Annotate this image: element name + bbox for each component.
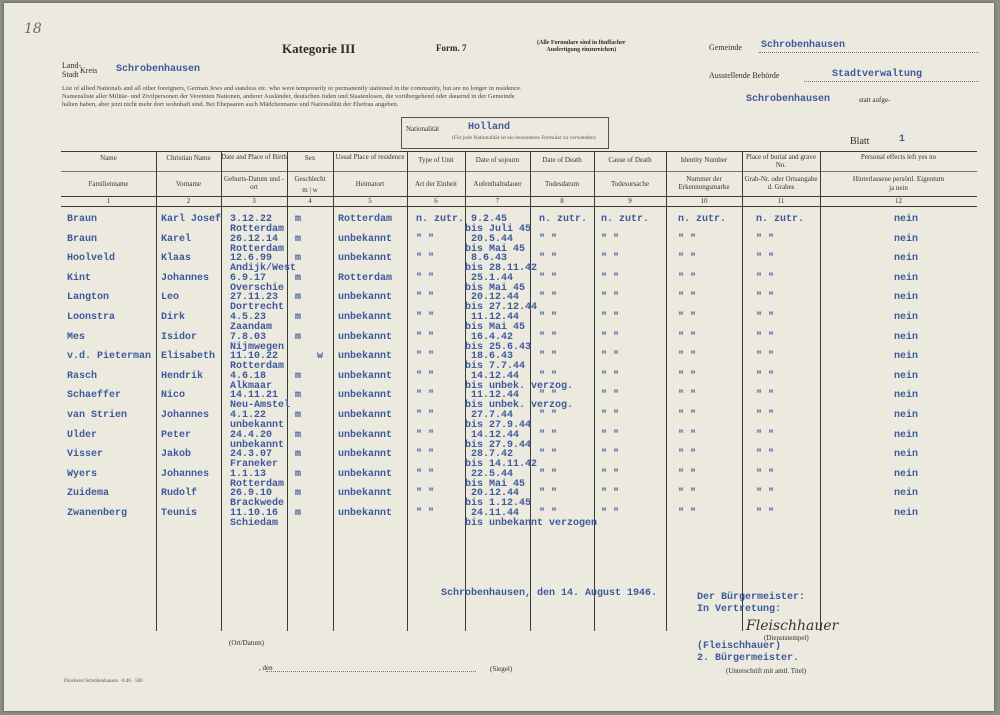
nationality-label: Nationalität xyxy=(406,125,440,133)
cell-residence: unbekannt xyxy=(338,312,393,323)
table-row xyxy=(4,488,994,508)
kreis-value: Schrobenhausen xyxy=(116,64,201,75)
cell-sex: m xyxy=(295,312,302,323)
cell-birth-place: Andijk/West xyxy=(230,263,297,275)
cell-effects: nein xyxy=(894,351,919,363)
cell-surname: Ulder xyxy=(67,429,98,441)
cell-surname: Braun xyxy=(67,233,98,245)
cell-surname: Mes xyxy=(67,331,86,343)
cell-death: " " xyxy=(539,292,558,304)
cell-sojourn-to: bis Mai 45 xyxy=(465,478,526,490)
cell-residence: unbekannt xyxy=(338,253,393,265)
cell-sex: m xyxy=(295,468,302,480)
table-row xyxy=(4,332,994,352)
cell-burial: " " xyxy=(756,312,775,323)
cell-sojourn: 22.5.44 xyxy=(471,468,514,480)
cell-birth-place: Zaandam xyxy=(230,322,273,333)
cell-birth-date: 6.9.17 xyxy=(230,272,267,284)
gemeinde-value: Schrobenhausen xyxy=(761,40,846,51)
stamp-label-right: (Dienststempel) xyxy=(764,634,809,642)
cell-id: " " xyxy=(678,390,697,402)
cell-birth-date: 27.11.23 xyxy=(230,292,279,304)
cell-birth-place: Franeker xyxy=(230,459,279,471)
place-caption: (Ort/Datum) xyxy=(229,639,264,647)
cell-residence: unbekannt xyxy=(338,390,393,402)
cell-sex: m xyxy=(295,410,302,421)
cell-residence: unbekannt xyxy=(338,351,393,363)
cell-sojourn-to: bis 7.7.44 xyxy=(465,361,526,373)
cell-unit: " " xyxy=(416,468,435,480)
cell-sojourn: 18.6.43 xyxy=(471,351,514,363)
cell-unit: " " xyxy=(416,390,435,402)
cell-burial: " " xyxy=(756,253,775,265)
cell-sex: m xyxy=(295,214,302,225)
cell-birth-place: unbekannt xyxy=(230,420,285,431)
cell-surname: Rasch xyxy=(67,370,98,382)
cell-effects: nein xyxy=(894,331,919,343)
authority-suffix: statt aufge- xyxy=(859,96,891,104)
cell-surname: Langton xyxy=(67,292,110,304)
cell-birth-date: 11.10.22 xyxy=(230,351,279,363)
cell-sojourn-to: bis 27.9.44 xyxy=(465,420,532,431)
cell-sojourn-to: bis unbek. verzog. xyxy=(465,400,574,412)
cell-sojourn: 9.2.45 xyxy=(471,214,508,225)
cell-cause: " " xyxy=(601,370,620,382)
cell-birth-place: Rotterdam xyxy=(230,243,285,255)
cell-burial: " " xyxy=(756,449,775,461)
cell-sex: m xyxy=(295,233,302,245)
table-row xyxy=(4,253,994,273)
cell-birth-date: 3.12.22 xyxy=(230,214,273,225)
cell-effects: nein xyxy=(894,429,919,441)
cell-burial: " " xyxy=(756,272,775,284)
cell-first: Leo xyxy=(161,292,180,304)
cell-unit: " " xyxy=(416,253,435,265)
cell-sojourn-to: bis unbek. verzog. xyxy=(465,380,574,392)
cell-first: Hendrik xyxy=(161,370,204,382)
cell-sojourn: 20.12.44 xyxy=(471,292,520,304)
cell-residence: unbekannt xyxy=(338,370,393,382)
cell-id: " " xyxy=(678,272,697,284)
table-row xyxy=(4,234,994,254)
cell-birth-date: 4.5.23 xyxy=(230,312,267,323)
cell-cause: " " xyxy=(601,488,620,500)
cell-sojourn-to: bis Mai 45 xyxy=(465,282,526,294)
cell-effects: nein xyxy=(894,370,919,382)
cell-burial: " " xyxy=(756,429,775,441)
cell-sojourn: 25.1.44 xyxy=(471,272,514,284)
table-row xyxy=(4,351,994,371)
authority-place: Schrobenhausen xyxy=(746,94,831,105)
cell-effects: nein xyxy=(894,468,919,480)
cell-unit: " " xyxy=(416,292,435,304)
cell-birth-date: 24.4.20 xyxy=(230,429,273,441)
cell-sojourn: 20.12.44 xyxy=(471,488,520,500)
table-row xyxy=(4,508,994,528)
form-number: Form. 7 xyxy=(436,43,467,53)
cell-death: " " xyxy=(539,253,558,265)
cell-birth-place: Rotterdam xyxy=(230,361,285,373)
cell-unit: " " xyxy=(416,233,435,245)
cell-burial: " " xyxy=(756,488,775,500)
cell-sojourn: 8.6.43 xyxy=(471,253,508,265)
cell-surname: Loonstra xyxy=(67,312,116,323)
cell-id: n. zutr. xyxy=(678,214,727,225)
cell-burial: " " xyxy=(756,233,775,245)
cell-residence: unbekannt xyxy=(338,449,393,461)
cell-burial: " " xyxy=(756,390,775,402)
table-row xyxy=(4,273,994,293)
cell-birth-date: 11.10.16 xyxy=(230,508,279,519)
cell-sojourn-to: bis Mai 45 xyxy=(465,322,526,333)
cell-sojourn: 14.12.44 xyxy=(471,370,520,382)
cell-first: Karel xyxy=(161,233,192,245)
table-row xyxy=(4,312,994,332)
cell-sojourn-to: bis 27.9.44 xyxy=(465,439,532,451)
cell-cause: " " xyxy=(601,351,620,363)
cell-sex: m xyxy=(295,508,302,519)
nationality-note: (Für jede Nationalität ist ein besonderes Formular zu verwenden) xyxy=(452,135,596,141)
cell-effects: nein xyxy=(894,488,919,500)
cell-unit: " " xyxy=(416,429,435,441)
cell-cause: " " xyxy=(601,449,620,461)
cell-death: " " xyxy=(539,429,558,441)
authority-label: Ausstellende Behörde xyxy=(709,71,780,80)
cell-id: " " xyxy=(678,429,697,441)
cell-birth-place: Rotterdam xyxy=(230,478,285,490)
table-row xyxy=(4,469,994,489)
cell-birth-place: Neu-Amstel xyxy=(230,400,291,412)
cell-effects: nein xyxy=(894,449,919,461)
cell-first: Isidor xyxy=(161,331,198,343)
cell-first: Teunis xyxy=(161,508,198,519)
cell-first: Dirk xyxy=(161,312,186,323)
cell-birth-date: 7.8.03 xyxy=(230,331,267,343)
cell-birth-place: unbekannt xyxy=(230,439,285,451)
cell-residence: Rotterdam xyxy=(338,272,393,284)
cell-residence: unbekannt xyxy=(338,488,393,500)
cell-birth-place: Schiedam xyxy=(230,518,279,529)
cell-first: Klaas xyxy=(161,253,192,265)
cell-birth-date: 4.1.22 xyxy=(230,410,267,421)
cell-sex: m xyxy=(295,488,302,500)
cell-burial: " " xyxy=(756,468,775,480)
cell-unit: " " xyxy=(416,508,435,519)
cell-birth-date: 4.6.18 xyxy=(230,370,267,382)
table-row xyxy=(4,371,994,391)
cell-surname: Kint xyxy=(67,272,92,284)
cell-death: " " xyxy=(539,331,558,343)
cell-surname: van Strien xyxy=(67,410,128,421)
cell-first: Peter xyxy=(161,429,192,441)
cell-id: " " xyxy=(678,233,697,245)
cell-surname: Wyers xyxy=(67,468,98,480)
cell-birth-place: Alkmaar xyxy=(230,380,273,392)
cell-residence: unbekannt xyxy=(338,292,393,304)
document-page: 18 Kategorie III Form. 7 (Alle Formulare sind in fünffacher Ausfertigung einzureichen) Gemeinde Schrobenhausen Land- Stadt Kreis Schrobenhausen Ausstellende Behörde Stadtverwaltung Schrobenhausen statt aufge- List of allied Nationals and all other foreigners, German Jews and stateless etc. who were temporarily or permanently stationed in the community, but are no longer in residence. Namensliste aller Militär- und Zivilpersonen der Vereinten Nationen, anderer Ausländer, deutschen Juden und Staatenlosen, die vorübergehend oder dauernd in der Gemeinde halten haben, aber jetzt nicht mehr dort wohnhaft sind. Bei Ehepaaren auch Mädchenname und Nationalität der Ehefrau angeben. Nationalität Holland (Für jede Nationalität ist ein besonderes Formular zu verwenden) Blatt 1 Name Familienname Christian Name Vorname Date and Place of Birth Geburts-Datum und -ort Sex Geschlecht m | w Usual Place of residence Heimatort Type of Unit Art der Einheit Date of sojourn Aufenthaltsdauer Date of Death Todesdatum Cause of Death Todesursache Identity Number Nummer der Erkennungsmarke Place of burial and grave No. Grab-Nr. oder Ortsangabe d. Grabes Personal effects left yes no Hinterlassene persönl. Eigentum ja nein 1 2 3 4 5 6 7 8 9 10 11 12 Braun Karl Josef 3.12.22 m Rotterdam n. zutr. 9.2.45 n. zutr. n. zutr. n. zutr. n. zutr. nein Rotterdam bis Juli 45 Braun Karel 26.12.14 m unbekannt " " 20.5.44 " " " " " " " " nein Rotterdam bis Mai 45 Hoolveld Klaas 12.6.99 m unbekannt " " 8.6.43 " " " " " " " " nein Andijk/West bis 28.11.42 Kint Johannes 6.9.17 m Rotterdam " " 25.1.44 " " " " " " " " nein Overschie bis Mai 45 Langton Leo 27.11.23 m unbekannt " " 20.12.44 " " " " " " " " nein Dortrecht bis 27.12.44 Loonstra Dirk 4.5.23 m unbekannt " " 11.12.44 " " " " " " " " nein Zaandam bis Mai 45 Mes Isidor 7.8.03 m unbekannt " " 16.4.42 " " " " " " " " nein Nijmwegen bis 25.6.43 v.d. Pieterman Elisabeth 11.10.22 w unbekannt " " 18.6.43 " " " " " " " " nein Rotterdam bis 7.7.44 Rasch Hendrik 4.6.18 m unbekannt " " 14.12.44 " " " " " " " " nein Alkmaar bis unbek. verzog. Schaeffer Nico 14.11.21 m unbekannt " " 11.12.44 " " " " " " " " nein Neu-Amstel bis unbek. verzog. van Strien Johannes 4.1.22 m unbekannt " " 27.7.44 " " " " " " " " nein unbekannt bis 27.9.44 Ulder Peter 24.4.20 m unbekannt " " 14.12.44 " " " " " " " " nein unbekannt bis 27.9.44 Visser Jakob 24.3.07 m unbekannt " " 28.7.42 " " " " " " " " nein Franeker bis 14.11.42 Wyers Johannes 1.1.13 m unbekannt " " 22.5.44 " " " " " " " " nein Rotterdam bis Mai 45 Zuidema Rudolf 26.9.10 m unbekannt " " 20.12.44 " " " " " " " " nein Brackwede bis 1.12.45 Zwanenberg Teunis 11.10.16 m unbekannt " " 24.11.44 " " " " " " " " nein Schiedam bis unbekannt verzogen Schrobenhausen, den 14. August 1946. Der Bürgermeister: In Vertretung: Fleischhauer (Dienststempel) (Fleischhauer) 2. Bürgermeister. (Unterschrift mit amtl. Titel) (Ort/Datum) , den (Siegel) Druckerei Schrobenhausen · 8.46 · 500 xyxy=(4,3,994,711)
cell-death: " " xyxy=(539,272,558,284)
cell-cause: " " xyxy=(601,508,620,519)
cell-first: Karl Josef xyxy=(161,214,222,225)
cell-effects: nein xyxy=(894,233,919,245)
cell-sex: m xyxy=(295,429,302,441)
kreis-prefix: Kreis xyxy=(80,66,98,75)
cell-cause: " " xyxy=(601,331,620,343)
cell-sojourn-to: bis unbekannt verzogen xyxy=(465,518,598,529)
cell-id: " " xyxy=(678,253,697,265)
nationality-value: Holland xyxy=(468,122,511,133)
cell-sojourn: 27.7.44 xyxy=(471,410,514,421)
cell-sex: m xyxy=(295,272,302,284)
cell-first: Nico xyxy=(161,390,186,402)
cell-birth-date: 26.12.14 xyxy=(230,233,279,245)
seal-caption: (Siegel) xyxy=(490,665,513,673)
cell-residence: unbekannt xyxy=(338,331,393,343)
kreis-label: Land- Stadt xyxy=(62,61,82,79)
cell-birth-date: 26.9.10 xyxy=(230,488,273,500)
sheet-label: Blatt xyxy=(850,136,870,147)
cell-cause: " " xyxy=(601,390,620,402)
cell-death: " " xyxy=(539,508,558,519)
cell-sojourn-to: bis Mai 45 xyxy=(465,243,526,255)
cell-first: Elisabeth xyxy=(161,351,216,363)
cell-sojourn-to: bis 1.12.45 xyxy=(465,498,532,510)
cell-id: " " xyxy=(678,292,697,304)
table-row xyxy=(4,390,994,410)
cell-cause: " " xyxy=(601,429,620,441)
cell-id: " " xyxy=(678,331,697,343)
cell-cause: " " xyxy=(601,272,620,284)
cell-death: " " xyxy=(539,351,558,363)
mayor-title: Der Bürgermeister: In Vertretung: xyxy=(697,592,806,615)
cell-id: " " xyxy=(678,410,697,421)
cell-death: " " xyxy=(539,468,558,480)
cell-sex: m xyxy=(295,370,302,382)
cell-birth-date: 1.1.13 xyxy=(230,468,267,480)
cell-cause: " " xyxy=(601,253,620,265)
cell-residence: unbekannt xyxy=(338,508,393,519)
cell-birth-place: Rotterdam xyxy=(230,224,285,235)
page-number-handwritten: 18 xyxy=(24,21,42,37)
cell-sojourn: 11.12.44 xyxy=(471,390,520,402)
authority-value: Stadtverwaltung xyxy=(832,69,923,80)
cell-unit: " " xyxy=(416,449,435,461)
cell-first: Johannes xyxy=(161,410,210,421)
cell-surname: Hoolveld xyxy=(67,253,116,265)
cell-sex: m xyxy=(295,253,302,265)
signature: Fleischhauer xyxy=(746,618,839,634)
cell-first: Jakob xyxy=(161,449,192,461)
cell-birth-place: Brackwede xyxy=(230,498,285,510)
cell-sojourn: 11.12.44 xyxy=(471,312,520,323)
cell-death: " " xyxy=(539,449,558,461)
table-row xyxy=(4,430,994,450)
cell-effects: nein xyxy=(894,272,919,284)
category-title: Kategorie III xyxy=(282,41,356,56)
cell-death: " " xyxy=(539,370,558,382)
cell-death: " " xyxy=(539,233,558,245)
cell-effects: nein xyxy=(894,312,919,323)
cell-death: " " xyxy=(539,312,558,323)
cell-burial: " " xyxy=(756,331,775,343)
cell-surname: Braun xyxy=(67,214,98,225)
cell-effects: nein xyxy=(894,390,919,402)
cell-id: " " xyxy=(678,488,697,500)
cell-residence: unbekannt xyxy=(338,468,393,480)
date-caption: , den xyxy=(259,664,273,672)
cell-unit: " " xyxy=(416,331,435,343)
cell-birth-date: 12.6.99 xyxy=(230,253,273,265)
cell-cause: " " xyxy=(601,233,620,245)
table-row xyxy=(4,292,994,312)
cell-unit: " " xyxy=(416,410,435,421)
printer-note: Druckerei Schrobenhausen · 8.46 · 500 xyxy=(64,679,143,684)
sheet-value: 1 xyxy=(899,134,906,145)
cell-residence: unbekannt xyxy=(338,429,393,441)
cell-surname: Schaeffer xyxy=(67,390,122,402)
cell-sojourn-to: bis 25.6.43 xyxy=(465,341,532,353)
cell-unit: " " xyxy=(416,272,435,284)
cell-burial: n. zutr. xyxy=(756,214,805,225)
cell-sojourn: 24.11.44 xyxy=(471,508,520,519)
cell-unit: " " xyxy=(416,351,435,363)
cell-effects: nein xyxy=(894,253,919,265)
cell-death: " " xyxy=(539,488,558,500)
cell-sex: m xyxy=(295,292,302,304)
cell-surname: Zwanenberg xyxy=(67,508,128,519)
cell-burial: " " xyxy=(756,410,775,421)
cell-birth-date: 24.3.07 xyxy=(230,449,273,461)
cell-residence: unbekannt xyxy=(338,410,393,421)
cell-id: " " xyxy=(678,508,697,519)
cell-sojourn: 16.4.42 xyxy=(471,331,514,343)
cell-burial: " " xyxy=(756,508,775,519)
cell-sex: m xyxy=(295,331,302,343)
cell-death: n. zutr. xyxy=(539,214,588,225)
form-note: (Alle Formulare sind in fünffacher Ausfertigung einzureichen) xyxy=(537,40,626,53)
place-date: Schrobenhausen, den 14. August 1946. xyxy=(441,588,658,599)
cell-birth-place: Nijmwegen xyxy=(230,341,285,353)
cell-id: " " xyxy=(678,312,697,323)
instructions-text: List of allied Nationals and all other foreigners, German Jews and stateless etc. who were temporarily or permanently stationed in the community, but are no longer in residence. Namensliste aller Militär- und Zivilpersonen der Vereinten Nationen, anderer Ausländer, deutschen Juden und Staatenlosen, die vorübergehend oder dauernd in der Gemeinde halten haben, aber jetzt nicht mehr dort wohnhaft sind. Bei Ehepaaren auch Mädchenname und Nationalität der Ehefrau angeben. xyxy=(62,85,522,108)
cell-burial: " " xyxy=(756,351,775,363)
cell-unit: " " xyxy=(416,488,435,500)
cell-residence: unbekannt xyxy=(338,233,393,245)
cell-cause: " " xyxy=(601,312,620,323)
table-row xyxy=(4,214,994,234)
table-row xyxy=(4,449,994,469)
cell-effects: nein xyxy=(894,508,919,519)
cell-birth-place: Dortrecht xyxy=(230,302,285,314)
cell-burial: " " xyxy=(756,292,775,304)
cell-sojourn-to: bis 28.11.42 xyxy=(465,263,538,275)
table-row xyxy=(4,410,994,430)
cell-effects: nein xyxy=(894,410,919,421)
cell-birth-date: 14.11.21 xyxy=(230,390,279,402)
cell-surname: v.d. Pieterman xyxy=(67,351,152,363)
cell-sex: m xyxy=(295,390,302,402)
cell-sojourn: 28.7.42 xyxy=(471,449,514,461)
cell-surname: Visser xyxy=(67,449,104,461)
cell-sojourn-to: bis 14.11.42 xyxy=(465,459,538,471)
cell-birth-place: Overschie xyxy=(230,282,285,294)
cell-first: Johannes xyxy=(161,468,210,480)
cell-id: " " xyxy=(678,468,697,480)
cell-sex: w xyxy=(317,351,324,363)
signature-caption: (Unterschrift mit amtl. Titel) xyxy=(726,667,807,675)
cell-id: " " xyxy=(678,351,697,363)
cell-cause: " " xyxy=(601,292,620,304)
cell-sojourn-to: bis 27.12.44 xyxy=(465,302,538,314)
signatory: (Fleischhauer) 2. Bürgermeister. xyxy=(697,641,800,664)
cell-unit: n. zutr. xyxy=(416,214,465,225)
cell-sojourn: 20.5.44 xyxy=(471,233,514,245)
cell-cause: " " xyxy=(601,468,620,480)
cell-cause: n. zutr. xyxy=(601,214,650,225)
cell-effects: nein xyxy=(894,214,919,225)
cell-sojourn-to: bis Juli 45 xyxy=(465,224,532,235)
cell-id: " " xyxy=(678,449,697,461)
cell-sex: m xyxy=(295,449,302,461)
cell-surname: Zuidema xyxy=(67,488,110,500)
cell-death: " " xyxy=(539,410,558,421)
cell-unit: " " xyxy=(416,312,435,323)
cell-id: " " xyxy=(678,370,697,382)
cell-residence: Rotterdam xyxy=(338,214,393,225)
cell-effects: nein xyxy=(894,292,919,304)
gemeinde-label: Gemeinde xyxy=(709,43,742,52)
cell-sojourn: 14.12.44 xyxy=(471,429,520,441)
cell-cause: " " xyxy=(601,410,620,421)
cell-death: " " xyxy=(539,390,558,402)
cell-burial: " " xyxy=(756,370,775,382)
cell-first: Rudolf xyxy=(161,488,198,500)
cell-first: Johannes xyxy=(161,272,210,284)
cell-unit: " " xyxy=(416,370,435,382)
